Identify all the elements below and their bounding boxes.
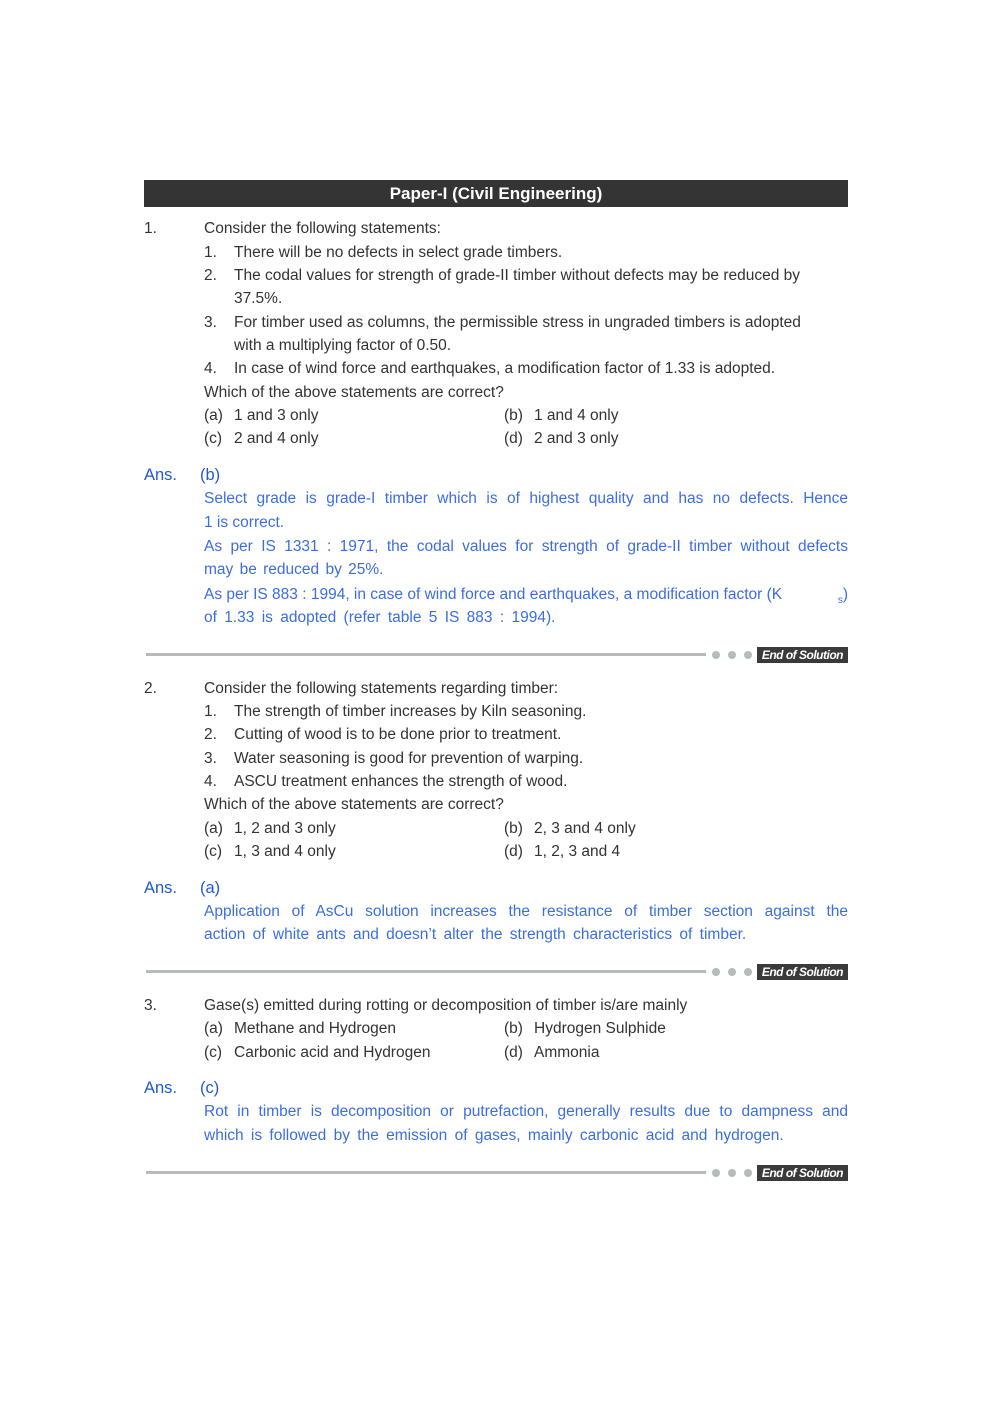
statement-text: The strength of timber increases by Kiln seasoning.: [234, 703, 587, 720]
question-prompt: Which of the above statements are correct?: [204, 384, 504, 401]
dot-icon: [744, 651, 752, 659]
answer-value: (c): [200, 1079, 220, 1097]
option-text: Methane and Hydrogen: [234, 1020, 397, 1037]
option-text: 1, 3 and 4 only: [234, 843, 336, 860]
statement-text: Cutting of wood is to be done prior to treatment.: [234, 726, 562, 743]
option-key: (c): [204, 430, 223, 447]
question-stem: Consider the following statements:: [204, 220, 441, 237]
dot-icon: [744, 968, 752, 976]
statement-text: 37.5%.: [234, 290, 283, 307]
subscript-wrap: $_s$): [837, 586, 848, 607]
option-key: (c): [204, 1044, 223, 1061]
solution-text: Rot in timber is decomposition or putrefaction, generally results due to dampness and: [204, 1103, 848, 1120]
question-number: 2.: [144, 680, 157, 697]
divider-line: [146, 970, 706, 973]
option-key: (c): [204, 843, 223, 860]
statement-number: 2.: [204, 267, 217, 284]
dot-icon: [728, 968, 736, 976]
statement-text: The codal values for strength of grade-II timber without defects may be reduced by: [234, 267, 801, 284]
question-number: 1.: [144, 220, 157, 237]
option-key: (d): [504, 843, 523, 860]
option-key: (a): [204, 407, 223, 424]
subscript: s: [837, 595, 843, 607]
option-key: (b): [504, 820, 523, 837]
dot-icon: [712, 1169, 720, 1177]
answer-label: Ans.: [144, 1079, 178, 1097]
statement-number: 1.: [204, 703, 217, 720]
end-of-solution-divider: [146, 964, 848, 978]
option-text: 1 and 3 only: [234, 407, 319, 424]
dot-icon: [712, 968, 720, 976]
option-key: (b): [504, 1020, 523, 1037]
dot-icon: [744, 1169, 752, 1177]
dot-icon: [728, 1169, 736, 1177]
solution-text: [204, 585, 848, 605]
statement-text: ASCU treatment enhances the strength of wood.: [234, 773, 568, 790]
divider-line: [146, 1171, 706, 1174]
option-key: (a): [204, 1020, 223, 1037]
question-prompt: Which of the above statements are correct?: [204, 796, 504, 813]
statement-text: There will be no defects in select grade timbers.: [234, 244, 563, 261]
option-text: Ammonia: [534, 1044, 600, 1061]
end-of-solution-divider: [146, 1165, 848, 1179]
statement-number: 2.: [204, 726, 217, 743]
solution-text: action of white ants and doesn’t alter the strength characteristics of timber.: [204, 926, 747, 943]
solution-text: which is followed by the emission of gases, mainly carbonic acid and hydrogen.: [204, 1127, 784, 1144]
statement-number: 1.: [204, 244, 217, 261]
solution-text: Select grade is grade-I timber which is of highest quality and has no defects. Hence: [204, 490, 848, 507]
option-text: Hydrogen Sulphide: [534, 1020, 666, 1037]
question-stem: Consider the following statements regarding timber:: [204, 680, 559, 697]
answer-value: (a): [200, 879, 221, 897]
divider-line: [146, 653, 706, 656]
statement-text: For timber used as columns, the permissible stress in ungraded timbers is adopted: [234, 314, 801, 331]
solution-text: may be reduced by 25%.: [204, 561, 384, 578]
dot-icon: [728, 651, 736, 659]
end-of-solution-badge: End of Solution: [757, 964, 848, 980]
statement-number: 4.: [204, 773, 217, 790]
question-stem: Gase(s) emitted during rotting or decomposition of timber is/are mainly: [204, 997, 688, 1014]
statement-number: 4.: [204, 360, 217, 377]
option-key: (b): [504, 407, 523, 424]
solution-text: Application of AsCu solution increases the resistance of timber section against the: [204, 903, 848, 920]
statement-number: 3.: [204, 750, 217, 767]
option-key: (d): [504, 1044, 523, 1061]
end-of-solution-divider: [146, 647, 848, 661]
option-text: 2, 3 and 4 only: [534, 820, 636, 837]
option-key: (a): [204, 820, 223, 837]
answer-label: Ans.: [144, 879, 178, 897]
option-text: 1, 2, 3 and 4: [534, 843, 621, 860]
statement-number: 3.: [204, 314, 217, 331]
solution-text: of 1.33 is adopted (refer table 5 IS 883 : 1994).: [204, 609, 556, 626]
answer-value: (b): [200, 466, 221, 484]
option-text: 1, 2 and 3 only: [234, 820, 336, 837]
page-header: Paper-I (Civil Engineering): [144, 180, 848, 207]
solution-line: As per IS 883 : 1994, in case of wind force and earthquakes, a modification factor (K: [204, 586, 783, 603]
statement-text: with a multiplying factor of 0.50.: [234, 337, 452, 354]
answer-label: Ans.: [144, 466, 178, 484]
option-text: 1 and 4 only: [534, 407, 619, 424]
option-text: Carbonic acid and Hydrogen: [234, 1044, 431, 1061]
end-of-solution-badge: End of Solution: [757, 1165, 848, 1181]
option-key: (d): [504, 430, 523, 447]
solution-text: As per IS 1331 : 1971, the codal values for strength of grade-II timber without defects: [204, 538, 848, 555]
solution-text: 1 is correct.: [204, 514, 285, 531]
option-text: 2 and 4 only: [234, 430, 319, 447]
option-text: 2 and 3 only: [534, 430, 619, 447]
statement-text: Water seasoning is good for prevention of warping.: [234, 750, 584, 767]
statement-text: In case of wind force and earthquakes, a modification factor of 1.33 is adopted.: [234, 360, 776, 377]
question-number: 3.: [144, 997, 157, 1014]
dot-icon: [712, 651, 720, 659]
end-of-solution-badge: End of Solution: [757, 647, 848, 663]
